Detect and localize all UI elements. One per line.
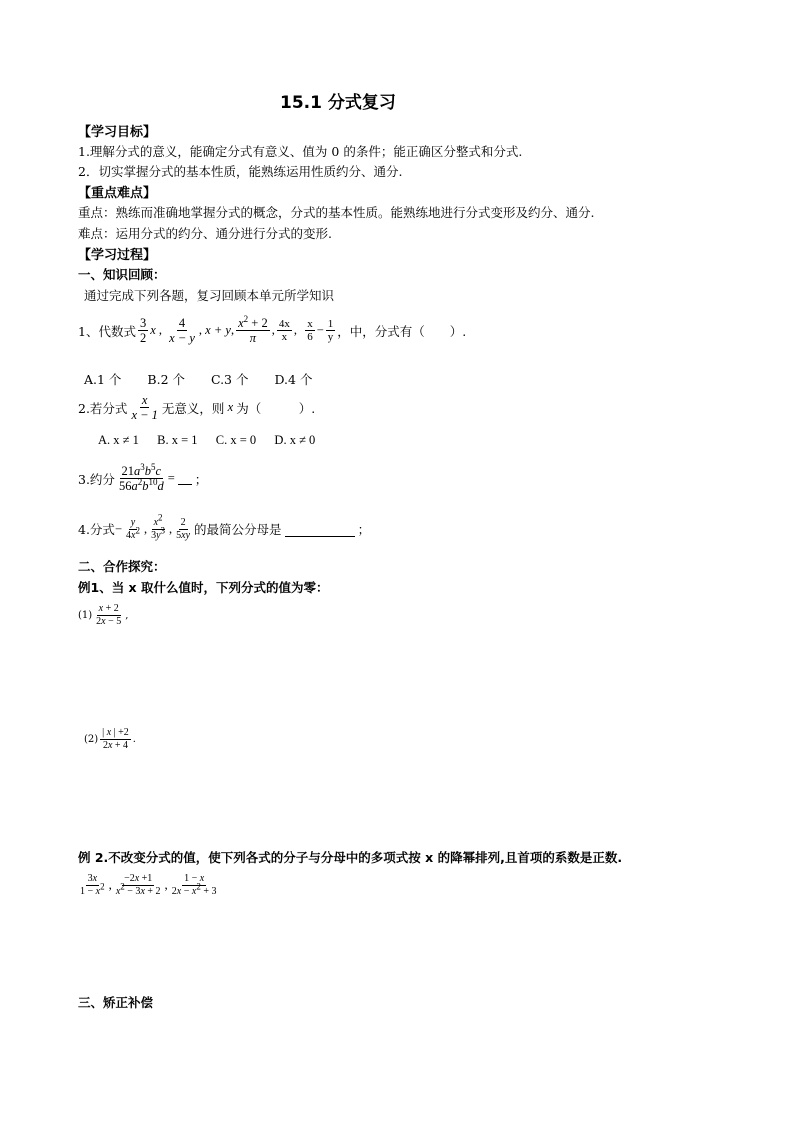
question-1 [78, 313, 467, 346]
question-3: 3.约分 $\frac{21a^3b^5c}{56a^2b^{10}d}$ = ； [78, 461, 208, 494]
q4-mid: 的最简公分母是 [194, 522, 282, 537]
q1-options [84, 370, 312, 388]
section-3-heading: 三、矫正补偿 [78, 995, 154, 1010]
review-intro: 通过完成下列各题，复习回顾本单元所学知识 [84, 288, 335, 303]
goal-item-1: 1.理解分式的意义，能确定分式有意义、值为 0 的条件；能正确区分整式和分式. [78, 144, 523, 159]
question-4 [78, 512, 371, 541]
section-2-heading: 二、合作探究： [78, 559, 166, 574]
example-2-fractions: $\frac{3x}{1 - x^2}$ , $\frac{-2x +1}{x^2 - 3x + 2}$ , $\frac{1 - x}{2x - x^2 + 3}$ [80, 873, 217, 897]
example-1-part-1: (1) $\frac{x + 2}{2x - 5}$ , [78, 603, 129, 627]
q2-option-a: A. x ≠ 1 [98, 433, 139, 447]
q2-option-b: B. x = 1 [157, 433, 198, 447]
ex1-p2-label: (2) [84, 733, 99, 745]
q3-prefix: 3.约分 [78, 471, 115, 487]
q1-option-b: B.2 个 [147, 372, 185, 387]
process-heading: 【学习过程】 [78, 248, 157, 263]
q3-fraction: $\frac{21a^3b^5c}{56a^2b^{10}d}$ [118, 461, 164, 494]
q3-answer-blank[interactable] [178, 472, 192, 485]
q2-prefix: 2.若分式 [78, 400, 128, 416]
q4-fractions: − $\frac{y}{4x^2}$ , $\frac{x^2}{3y^3}$ , $\frac{2}{5xy}$ [114, 512, 191, 541]
q1-expressions: $\frac{3}{2}$ x , $\frac{4}{x - y}$ , x + y , $\frac{x^2 + 2}{\pi}$ , $\frac{4x}{x}$ , $\frac{x}{6}$ − $\frac{1}{y}$ [139, 313, 334, 346]
q2-option-c: C. x = 0 [215, 433, 257, 447]
q2-option-d: D. x ≠ 0 [274, 433, 316, 447]
q4-answer-blank[interactable] [285, 522, 355, 537]
q1-suffix: ，中，分式有（ ）. [337, 323, 467, 339]
keypoint-hard: 难点：运用分式的约分、通分进行分式的变形. [78, 226, 332, 241]
keypoints-heading: 【重点难点】 [78, 186, 157, 201]
example-2-title: 例 2.不改变分式的值，使下列各式的分子与分母中的多项式按 x 的降幂排列,且首项的系数是正数. [78, 850, 623, 865]
keypoint-key: 重点：熟练而准确地掌握分式的概念，分式的基本性质。能熟练地进行分式变形及约分、通分. [78, 205, 595, 220]
q1-option-d: D.4 个 [274, 372, 313, 387]
q2-fraction: $\frac{x}{x - 1}$ [131, 393, 158, 423]
q4-prefix: 4.分式 [78, 522, 115, 537]
q2-options [98, 433, 315, 448]
page-title: 15.1 分式复习 [280, 93, 396, 113]
q4-suffix: ； [357, 522, 371, 537]
q2-suffix2: 为（ ）. [236, 400, 316, 416]
q3-suffix: ； [194, 471, 208, 487]
q2-suffix: 无意义，则 [161, 400, 225, 416]
question-2: 2.若分式 $\frac{x}{x - 1}$ 无意义，则 x 为（ ）. [78, 393, 316, 423]
q1-option-a: A.1 个 [84, 372, 122, 387]
ex1-p1-label: (1) [78, 609, 93, 621]
q1-prefix: 1、代数式 [78, 323, 136, 339]
example-1-title: 例1、当 x 取什么值时，下列分式的值为零： [78, 580, 329, 595]
goal-item-2: 2．切实掌握分式的基本性质，能熟练运用性质约分、通分. [78, 164, 403, 179]
section-1-heading: 一、知识回顾： [78, 267, 166, 282]
example-1-part-2: (2) $\frac{| x | +2}{2x + 4}$ . [84, 727, 136, 751]
q1-option-c: C.3 个 [210, 372, 249, 387]
goals-heading: 【学习目标】 [78, 125, 157, 140]
